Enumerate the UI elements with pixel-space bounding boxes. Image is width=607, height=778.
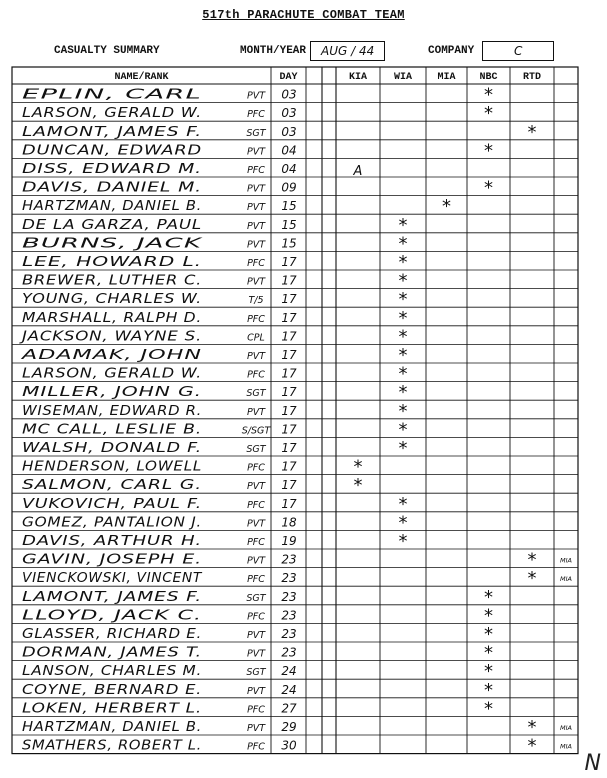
column-header-mia: MIA <box>437 72 456 83</box>
casualty-rank: PVT <box>246 220 266 232</box>
casualty-day: 17 <box>281 459 297 474</box>
status-mark-nbc: * <box>484 140 493 162</box>
casualty-rank: PVT <box>246 276 266 288</box>
casualty-day: 17 <box>281 403 297 418</box>
column-header-nbc: NBC <box>479 72 498 83</box>
row-note: MIA <box>560 724 572 732</box>
status-mark-nbc: * <box>484 661 493 683</box>
casualty-name: DAVIS, ARTHUR H. <box>22 533 202 549</box>
status-mark-nbc: * <box>484 177 493 199</box>
casualty-rank: PVT <box>246 183 266 195</box>
column-header-name-rank: NAME/RANK <box>114 72 169 83</box>
casualty-day: 23 <box>281 627 297 641</box>
casualty-rank: PVT <box>246 202 266 214</box>
casualty-name: LLOYD, JACK C. <box>22 607 202 624</box>
status-mark-wia: * <box>398 419 408 441</box>
casualty-day: 15 <box>281 236 297 251</box>
status-mark-nbc: * <box>484 103 493 125</box>
column-header-kia: KIA <box>348 72 368 83</box>
casualty-name: JACKSON, WAYNE S. <box>18 328 202 345</box>
casualty-rank: PVT <box>246 90 266 102</box>
row-note: MIA <box>560 575 572 584</box>
casualty-rank: SGT <box>246 592 266 604</box>
casualty-day: 17 <box>281 348 297 362</box>
casualty-rank: PFC <box>247 165 265 176</box>
casualty-rank: PFC <box>247 574 265 586</box>
casualty-rank: PVT <box>246 518 266 530</box>
status-mark-wia: * <box>398 438 408 459</box>
status-mark-nbc: * <box>484 698 493 720</box>
document-title: 517th PARACHUTE COMBAT TEAM <box>202 8 405 22</box>
casualty-day: 04 <box>281 143 297 158</box>
casualty-name: VUKOVICH, PAUL F. <box>22 495 202 512</box>
status-mark-wia: * <box>398 270 408 292</box>
casualty-name: DE LA GARZA, PAUL <box>22 216 202 233</box>
status-mark-wia: * <box>398 382 408 404</box>
casualty-rank: PVT <box>246 239 266 251</box>
casualty-rank: CPL <box>247 332 265 344</box>
casualty-rank: T/5 <box>248 295 264 307</box>
status-mark-kia: A <box>353 164 363 179</box>
status-mark-wia: * <box>398 493 408 515</box>
casualty-day: 03 <box>281 124 297 139</box>
casualty-name: DAVIS, DANIEL M. <box>22 179 202 196</box>
casualty-name: VIENCKOWSKI, VINCENT <box>22 570 204 587</box>
casualty-rank: SGT <box>246 667 266 679</box>
casualty-day: 19 <box>281 534 297 548</box>
casualty-day: 15 <box>281 217 297 232</box>
status-mark-nbc: * <box>484 84 493 106</box>
casualty-rank: PVT <box>246 351 266 362</box>
casualty-rank: PVT <box>246 481 266 493</box>
casualty-day: 30 <box>281 738 297 753</box>
status-mark-wia: * <box>398 214 408 236</box>
company-value: C <box>482 41 554 61</box>
casualty-name: LAMONT, JAMES F. <box>22 588 202 605</box>
casualty-day: 17 <box>281 273 297 288</box>
casualty-name: BURNS, JACK <box>22 235 204 252</box>
casualty-rank: SGT <box>246 388 266 400</box>
status-mark-nbc: * <box>484 586 493 608</box>
status-mark-nbc: * <box>484 679 493 701</box>
status-mark-nbc: * <box>484 642 493 664</box>
status-mark-wia: * <box>398 233 408 255</box>
casualty-name: LOKEN, HERBERT L. <box>22 700 202 717</box>
casualty-rank: PFC <box>247 313 265 325</box>
casualty-name: MC CALL, LESLIE B. <box>22 421 202 438</box>
casualty-rank: PVT <box>246 723 266 734</box>
casualty-name: LAMONT, JAMES F. <box>22 123 202 140</box>
status-mark-wia: * <box>398 289 408 311</box>
casualty-name: LANSON, CHARLES M. <box>22 663 203 680</box>
casualty-name: SMATHERS, ROBERT L. <box>22 737 202 754</box>
column-header-wia: WIA <box>393 72 413 83</box>
casualty-day: 09 <box>281 180 297 195</box>
status-mark-kia: * <box>353 475 363 497</box>
casualty-rank: PFC <box>247 462 265 474</box>
casualty-rank: PFC <box>247 741 265 753</box>
status-mark-rtd: * <box>527 717 537 738</box>
casualty-rank: PVT <box>246 406 266 418</box>
casualty-name: DUNCAN, EDWARD <box>22 142 202 159</box>
casualty-day: 24 <box>281 664 297 679</box>
casualty-name: MARSHALL, RALPH D. <box>22 309 202 326</box>
casualty-day: 17 <box>281 310 297 325</box>
status-mark-rtd: * <box>527 735 537 757</box>
casualty-rank: PFC <box>247 109 265 121</box>
casualty-day: 17 <box>281 329 297 344</box>
casualty-rank: PFC <box>247 704 265 716</box>
month-year-value: AUG / 44 <box>310 41 385 61</box>
casualty-rank: PVT <box>246 685 266 697</box>
row-note: MIA <box>560 742 572 751</box>
casualty-name: MILLER, JOHN G. <box>22 384 202 401</box>
casualty-day: 17 <box>281 255 297 269</box>
status-mark-rtd: * <box>527 121 537 143</box>
casualty-day: 03 <box>281 106 297 121</box>
column-header-day: DAY <box>279 72 298 83</box>
casualty-rank: PVT <box>246 648 266 660</box>
casualty-name: LEE, HOWARD L. <box>22 254 202 270</box>
casualty-day: 04 <box>281 162 297 176</box>
casualty-rank: PFC <box>247 258 265 269</box>
casualty-day: 23 <box>281 608 297 623</box>
casualty-day: 18 <box>281 515 297 530</box>
casualty-rank: PFC <box>247 369 265 381</box>
casualty-day: 03 <box>281 87 297 102</box>
casualty-day: 23 <box>281 552 297 567</box>
casualty-day: 17 <box>281 478 297 493</box>
casualty-day: 23 <box>281 571 297 586</box>
casualty-name: SALMON, CARL G. <box>22 477 202 494</box>
month-year-label: MONTH/YEAR <box>240 45 307 57</box>
casualty-name: HARTZMAN, DANIEL B. <box>22 719 202 735</box>
status-mark-wia: * <box>398 363 408 385</box>
casualty-name: YOUNG, CHARLES W. <box>22 291 202 308</box>
casualty-rank: PVT <box>246 630 266 641</box>
casualty-name: DORMAN, JAMES T. <box>22 644 202 661</box>
casualty-day: 17 <box>281 496 297 511</box>
casualty-day: 23 <box>281 589 297 604</box>
casualty-day: 17 <box>281 366 297 381</box>
casualty-name: LARSON, GERALD W. <box>22 365 202 382</box>
status-mark-rtd: * <box>527 549 537 571</box>
casualty-name: EPLIN, CARL <box>22 86 203 103</box>
summary-label-text: CASUALTY SUMMARY <box>54 45 160 57</box>
casualty-day: 24 <box>281 682 297 697</box>
casualty-rank: SGT <box>246 127 266 139</box>
status-mark-wia: * <box>398 307 408 329</box>
status-mark-nbc: * <box>484 605 493 627</box>
status-mark-wia: * <box>398 531 408 552</box>
casualty-name: ADAMAK, JOHN <box>20 347 202 363</box>
casualty-day: 17 <box>281 441 297 455</box>
status-mark-wia: * <box>398 326 408 348</box>
casualty-name: BREWER, LUTHER C. <box>22 272 202 289</box>
casualty-rank: PFC <box>247 537 265 548</box>
casualty-name: WALSH, DONALD F. <box>22 440 202 456</box>
casualty-rank: PFC <box>247 499 265 511</box>
casualty-rank: PVT <box>246 146 266 158</box>
casualty-name: GLASSER, RICHARD E. <box>22 626 202 642</box>
status-mark-wia: * <box>398 345 408 366</box>
status-mark-rtd: * <box>527 568 537 590</box>
casualty-day: 17 <box>281 385 297 400</box>
casualty-name: LARSON, GERALD W. <box>22 105 202 122</box>
status-mark-wia: * <box>398 400 408 422</box>
status-mark-kia: * <box>353 456 363 478</box>
casualty-name: COYNE, BERNARD E. <box>22 681 202 698</box>
status-mark-mia: * <box>442 196 451 218</box>
casualty-name: GOMEZ, PANTALION J. <box>22 514 202 531</box>
casualty-rank: PVT <box>246 555 266 567</box>
casualty-rank: PFC <box>247 611 265 623</box>
column-header-rtd: RTD <box>522 72 542 83</box>
casualty-rank: S/SGT <box>241 425 271 437</box>
company-label: COMPANY <box>428 45 475 57</box>
casualty-day: 15 <box>281 199 297 214</box>
status-mark-wia: * <box>398 512 408 534</box>
casualty-day: 17 <box>281 422 297 437</box>
status-mark-wia: * <box>398 252 408 273</box>
corner-handwritten-mark: N <box>584 751 601 776</box>
casualty-name: HENDERSON, LOWELL <box>22 458 203 475</box>
casualty-name: DISS, EDWARD M. <box>22 161 202 177</box>
casualty-rank: SGT <box>246 444 266 455</box>
casualty-day: 29 <box>281 720 297 734</box>
casualty-day: 17 <box>281 292 297 307</box>
casualty-name: WISEMAN, EDWARD R. <box>22 402 202 419</box>
casualty-day: 27 <box>281 701 297 716</box>
casualty-day: 23 <box>281 645 297 660</box>
status-mark-nbc: * <box>484 624 493 645</box>
row-note: MIA <box>560 556 572 565</box>
casualty-name: GAVIN, JOSEPH E. <box>22 551 202 568</box>
casualty-name: HARTZMAN, DANIEL B. <box>22 198 202 215</box>
